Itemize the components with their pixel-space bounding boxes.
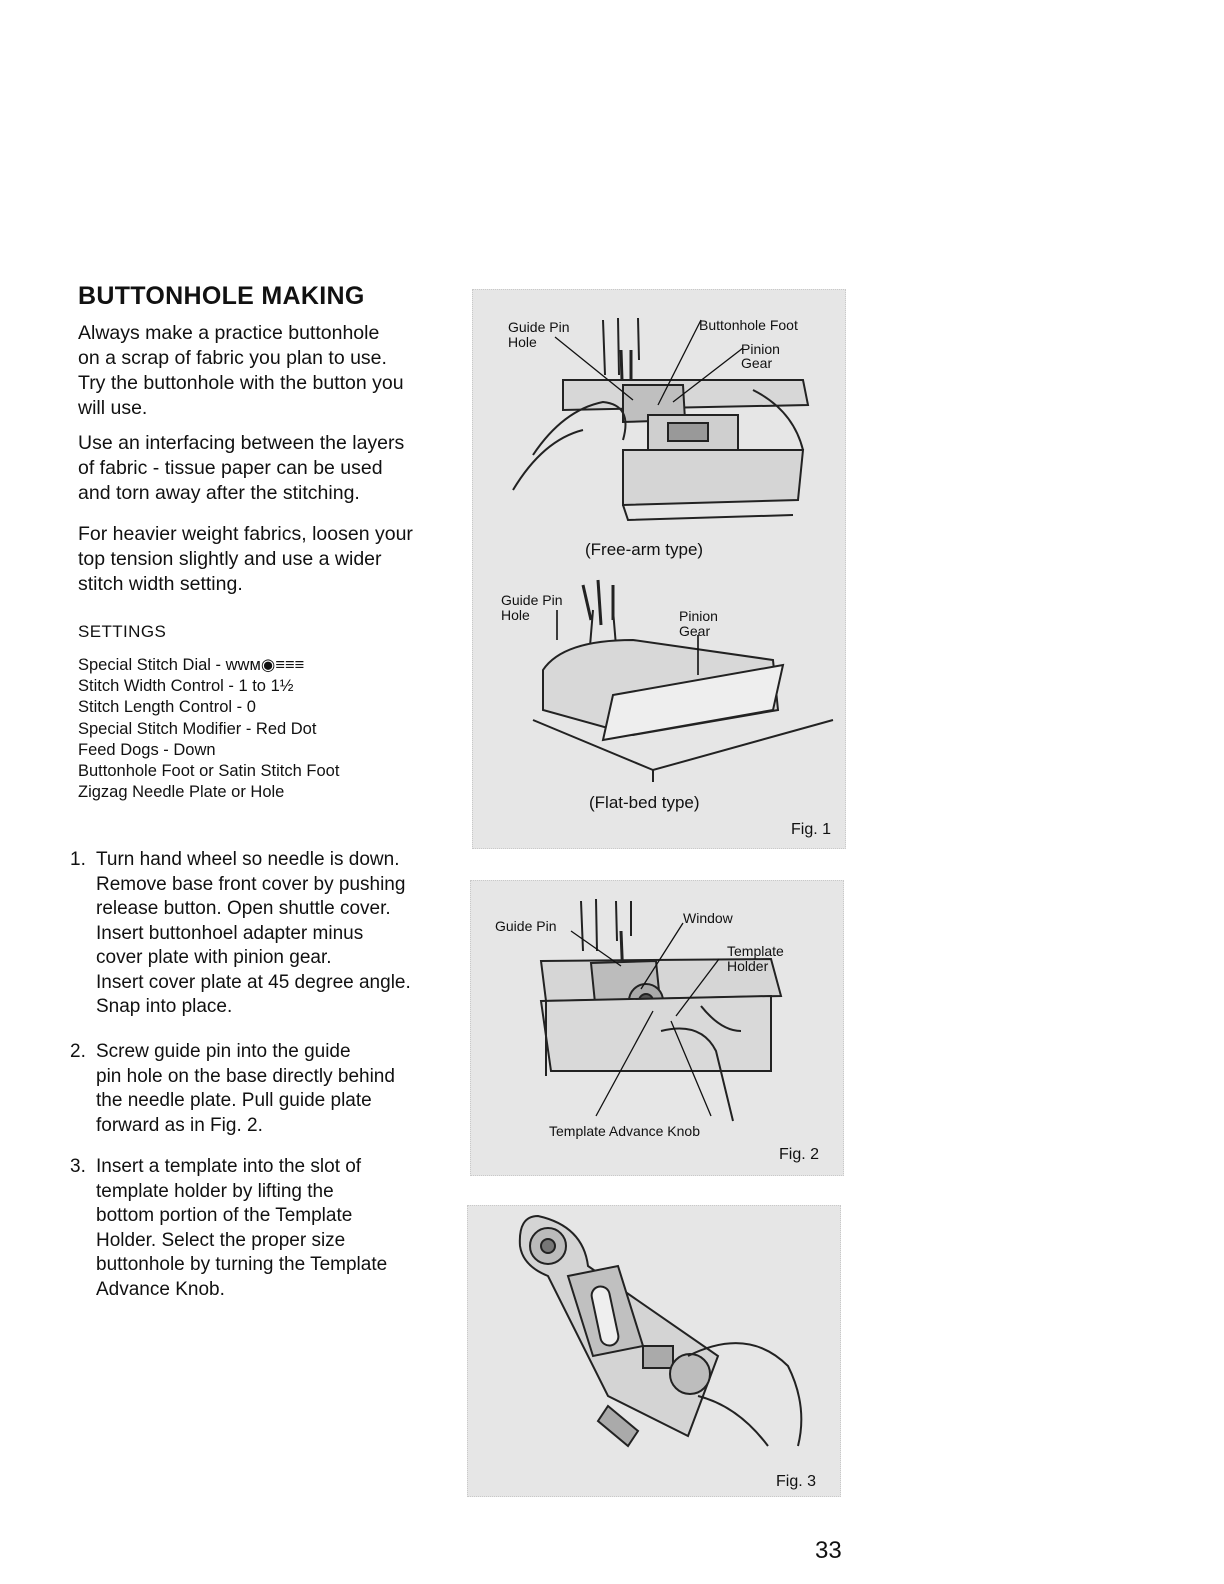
page-number: 33 <box>815 1537 842 1564</box>
text-line: release button. Open shuttle cover. <box>96 898 391 919</box>
figure-3 <box>467 1205 841 1497</box>
label-guide-pin-hole-flat: Hole <box>501 607 530 623</box>
text-line: top tension slightly and use a wider <box>78 548 382 570</box>
text-line: bottom portion of the Template <box>96 1205 353 1226</box>
settings-item: Special Stitch Dial - ᴡᴡᴍ◉≡≡≡ <box>78 656 305 674</box>
label-guide-pin-hole: Hole <box>508 334 537 350</box>
machine-with-template-holder-drawing <box>541 899 781 1121</box>
text-line: Turn hand wheel so needle is down. <box>96 849 400 870</box>
text-line: and torn away after the stitching. <box>78 482 360 504</box>
label-window: Window <box>683 910 733 926</box>
settings-heading: SETTINGS <box>78 622 167 641</box>
settings-list <box>78 655 339 803</box>
template-holder-drawing <box>520 1216 802 1446</box>
label-guide-pin-hole-flat: Guide Pin <box>501 592 563 608</box>
figure-1-label: Fig. 1 <box>791 821 832 838</box>
caption-free-arm: (Free-arm type) <box>585 540 704 559</box>
label-pinion-gear-flat: Pinion <box>679 608 718 624</box>
step-1 <box>70 848 442 1020</box>
text-line: Use an interfacing between the layers <box>78 432 405 454</box>
text-line: Holder. Select the proper size <box>96 1229 346 1251</box>
text-line: will use. <box>78 397 148 419</box>
intro-paragraph-3 <box>78 522 450 597</box>
settings-item: Stitch Length Control - 0 <box>78 698 256 717</box>
step-number: 3. <box>70 1156 86 1177</box>
text-line: cover plate with pinion gear. <box>96 947 332 968</box>
label-template-advance-knob: Template Advance Knob <box>549 1123 700 1139</box>
intro-paragraph-2 <box>78 431 450 506</box>
text-line: Remove base front cover by pushing <box>96 873 406 895</box>
text-line: on a scrap of fabric you plan to use. <box>78 347 387 369</box>
text-line: pin hole on the base directly behind <box>96 1065 395 1087</box>
figure-3-illustration <box>468 1206 840 1496</box>
figure-2-illustration <box>471 881 843 1175</box>
text-line: Advance Knob. <box>96 1278 225 1300</box>
label-guide-pin: Guide Pin <box>495 918 557 934</box>
text-line: Snap into place. <box>96 996 233 1017</box>
label-pinion-gear-flat: Gear <box>679 623 711 639</box>
figure-1 <box>472 289 846 849</box>
text-line: Always make a practice buttonhole <box>78 322 380 344</box>
text-line: Try the buttonhole with the button you <box>78 372 404 394</box>
label-pinion-gear: Pinion <box>741 341 780 357</box>
label-pinion-gear: Gear <box>741 355 773 371</box>
text-line: the needle plate. Pull guide plate <box>96 1090 372 1111</box>
settings-item: Special Stitch Modifier - Red Dot <box>78 719 317 738</box>
intro-paragraph-1 <box>78 321 450 421</box>
step-2 <box>70 1040 442 1138</box>
settings-item: Buttonhole Foot or Satin Stitch Foot <box>78 762 340 781</box>
text-line: Insert buttonhoel adapter minus <box>96 922 364 944</box>
step-number: 2. <box>70 1041 86 1062</box>
label-template-holder: Template <box>727 943 784 959</box>
settings-item: Feed Dogs - Down <box>78 740 216 759</box>
text-line: buttonhole by turning the Template <box>96 1254 388 1275</box>
text-line: Insert cover plate at 45 degree angle. <box>96 971 411 993</box>
text-line: Screw guide pin into the guide <box>96 1041 351 1062</box>
settings-item: Stitch Width Control - 1 to 1½ <box>78 677 294 696</box>
text-line: forward as in Fig. 2. <box>96 1114 263 1136</box>
label-buttonhole-foot: Buttonhole Foot <box>699 317 798 333</box>
settings-item: Zigzag Needle Plate or Hole <box>78 783 285 802</box>
label-guide-pin-hole: Guide Pin <box>508 319 570 335</box>
text-line: Insert a template into the slot of <box>96 1156 362 1177</box>
figure-3-label: Fig. 3 <box>776 1473 817 1490</box>
text-line: template holder by lifting the <box>96 1180 334 1202</box>
caption-flat-bed: (Flat-bed type) <box>589 793 700 812</box>
text-line: For heavier weight fabrics, loosen your <box>78 523 413 545</box>
label-template-holder: Holder <box>727 958 769 974</box>
figure-1-illustration <box>473 290 845 848</box>
page-title: BUTTONHOLE MAKING <box>78 282 365 310</box>
step-number: 1. <box>70 849 86 870</box>
text-line: of fabric - tissue paper can be used <box>78 457 383 479</box>
figure-2-label: Fig. 2 <box>779 1146 820 1163</box>
figure-2 <box>470 880 844 1176</box>
text-line: stitch width setting. <box>78 573 243 595</box>
step-3 <box>70 1155 442 1302</box>
